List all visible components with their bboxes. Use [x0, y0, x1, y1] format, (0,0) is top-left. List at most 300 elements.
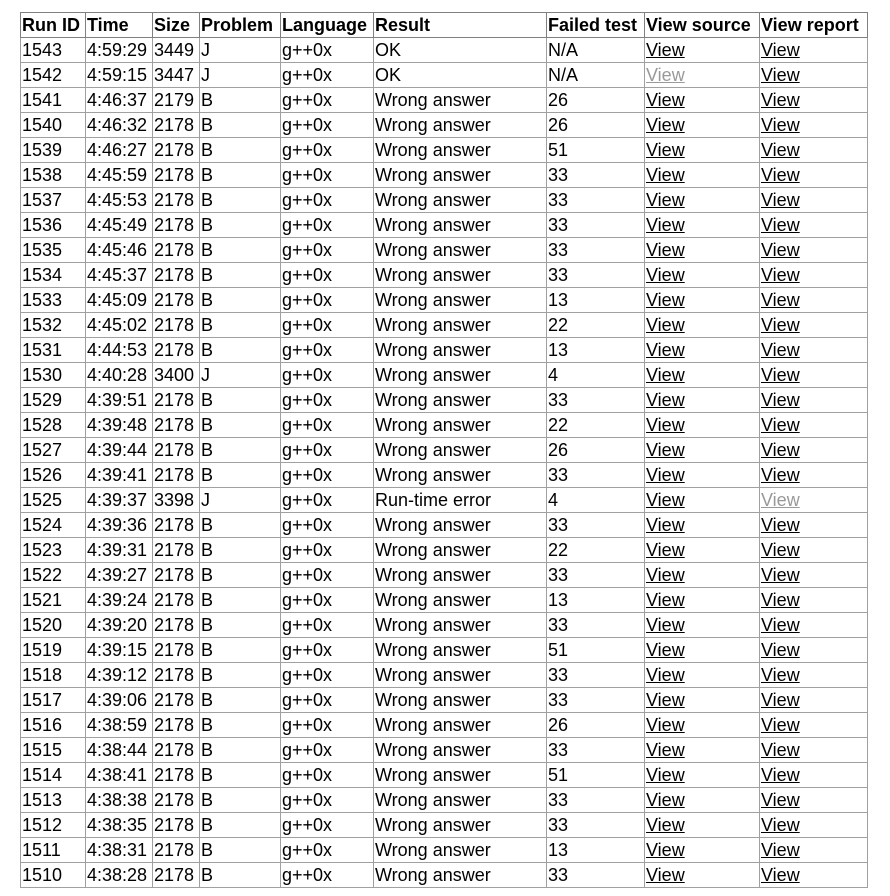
view-source-cell	[645, 513, 760, 538]
view-report-link[interactable]: View	[761, 690, 800, 710]
problem-cell: B	[200, 788, 281, 813]
problem-cell: B	[200, 88, 281, 113]
result-cell: Wrong answer	[374, 363, 547, 388]
failed-test-cell: 22	[547, 313, 645, 338]
run-id-cell: 1529	[21, 388, 86, 413]
view-report-cell	[760, 88, 868, 113]
size-cell: 3398	[153, 488, 200, 513]
view-source-link[interactable]: View	[646, 140, 685, 160]
view-report-link[interactable]: View	[761, 390, 800, 410]
problem-cell: B	[200, 188, 281, 213]
run-id-cell: 1519	[21, 638, 86, 663]
view-report-cell	[760, 338, 868, 363]
size-cell: 2178	[153, 463, 200, 488]
view-report-cell	[760, 738, 868, 763]
view-source-link[interactable]: View	[646, 290, 685, 310]
language-cell: g++0x	[281, 713, 374, 738]
time-cell: 4:39:12	[86, 663, 153, 688]
view-report-link[interactable]: View	[761, 340, 800, 360]
run-id-cell: 1532	[21, 313, 86, 338]
view-report-link[interactable]: View	[761, 865, 800, 885]
language-cell: g++0x	[281, 263, 374, 288]
table-row	[21, 763, 868, 788]
time-cell: 4:45:49	[86, 213, 153, 238]
size-cell: 2178	[153, 563, 200, 588]
result-cell: Wrong answer	[374, 463, 547, 488]
time-cell: 4:45:46	[86, 238, 153, 263]
view-report-cell	[760, 788, 868, 813]
view-report-cell	[760, 138, 868, 163]
runs-body	[21, 38, 868, 888]
view-source-cell	[645, 363, 760, 388]
view-source-link[interactable]: View	[646, 265, 685, 285]
failed-test-cell: 33	[547, 213, 645, 238]
language-cell: g++0x	[281, 513, 374, 538]
table-row	[21, 413, 868, 438]
view-report-cell	[760, 263, 868, 288]
view-source-link[interactable]: View	[646, 390, 685, 410]
size-cell: 2178	[153, 513, 200, 538]
view-report-link[interactable]: View	[761, 40, 800, 60]
view-source-link[interactable]: View	[646, 840, 685, 860]
failed-test-cell: 33	[547, 188, 645, 213]
table-row	[21, 63, 868, 88]
language-cell: g++0x	[281, 813, 374, 838]
problem-cell: B	[200, 663, 281, 688]
run-id-cell: 1533	[21, 288, 86, 313]
time-cell: 4:39:20	[86, 613, 153, 638]
time-cell: 4:39:06	[86, 688, 153, 713]
result-cell: Wrong answer	[374, 738, 547, 763]
failed-test-cell: 13	[547, 288, 645, 313]
time-cell: 4:39:51	[86, 388, 153, 413]
failed-test-cell: 51	[547, 763, 645, 788]
view-report-link[interactable]: View	[761, 790, 800, 810]
size-cell: 2178	[153, 438, 200, 463]
failed-test-cell: 33	[547, 688, 645, 713]
language-cell: g++0x	[281, 188, 374, 213]
problem-cell: B	[200, 313, 281, 338]
view-source-link[interactable]: View	[646, 65, 685, 85]
table-row	[21, 388, 868, 413]
table-row	[21, 813, 868, 838]
view-report-link[interactable]: View	[761, 515, 800, 535]
view-report-link[interactable]: View	[761, 715, 800, 735]
failed-test-cell: 4	[547, 363, 645, 388]
table-row	[21, 338, 868, 363]
view-report-link[interactable]: View	[761, 140, 800, 160]
table-row	[21, 288, 868, 313]
result-cell: Wrong answer	[374, 113, 547, 138]
language-cell: g++0x	[281, 563, 374, 588]
view-source-link[interactable]: View	[646, 515, 685, 535]
result-cell: OK	[374, 63, 547, 88]
failed-test-cell: 33	[547, 163, 645, 188]
language-cell: g++0x	[281, 738, 374, 763]
size-cell: 3400	[153, 363, 200, 388]
run-id-cell: 1515	[21, 738, 86, 763]
size-cell: 2178	[153, 863, 200, 888]
view-source-cell	[645, 63, 760, 88]
language-cell: g++0x	[281, 163, 374, 188]
header-problem: Problem	[200, 13, 281, 38]
view-report-link[interactable]: View	[761, 240, 800, 260]
failed-test-cell: 33	[547, 563, 645, 588]
failed-test-cell: 33	[547, 263, 645, 288]
problem-cell: B	[200, 713, 281, 738]
result-cell: Wrong answer	[374, 813, 547, 838]
result-cell: Wrong answer	[374, 838, 547, 863]
language-cell: g++0x	[281, 88, 374, 113]
time-cell: 4:59:15	[86, 63, 153, 88]
table-row	[21, 688, 868, 713]
failed-test-cell: 33	[547, 238, 645, 263]
view-source-link[interactable]: View	[646, 690, 685, 710]
view-source-cell	[645, 88, 760, 113]
result-cell: Wrong answer	[374, 88, 547, 113]
table-row	[21, 613, 868, 638]
table-row	[21, 563, 868, 588]
size-cell: 2178	[153, 188, 200, 213]
language-cell: g++0x	[281, 363, 374, 388]
view-report-cell	[760, 213, 868, 238]
view-report-link[interactable]: View	[761, 315, 800, 335]
run-id-cell: 1524	[21, 513, 86, 538]
view-report-cell	[760, 363, 868, 388]
problem-cell: B	[200, 638, 281, 663]
language-cell: g++0x	[281, 213, 374, 238]
time-cell: 4:40:28	[86, 363, 153, 388]
size-cell: 2178	[153, 738, 200, 763]
view-report-cell	[760, 663, 868, 688]
language-cell: g++0x	[281, 338, 374, 363]
size-cell: 2178	[153, 663, 200, 688]
problem-cell: B	[200, 238, 281, 263]
table-row	[21, 488, 868, 513]
view-report-link[interactable]: View	[761, 415, 800, 435]
run-id-cell: 1525	[21, 488, 86, 513]
view-report-link[interactable]: View	[761, 490, 800, 510]
problem-cell: B	[200, 613, 281, 638]
header-language: Language	[281, 13, 374, 38]
problem-cell: J	[200, 38, 281, 63]
failed-test-cell: N/A	[547, 38, 645, 63]
view-source-cell	[645, 463, 760, 488]
view-report-cell	[760, 288, 868, 313]
language-cell: g++0x	[281, 388, 374, 413]
time-cell: 4:46:32	[86, 113, 153, 138]
table-row	[21, 538, 868, 563]
view-report-cell	[760, 613, 868, 638]
run-id-cell: 1526	[21, 463, 86, 488]
view-source-cell	[645, 263, 760, 288]
view-source-link[interactable]: View	[646, 715, 685, 735]
size-cell: 2178	[153, 338, 200, 363]
table-row	[21, 463, 868, 488]
view-report-link[interactable]: View	[761, 190, 800, 210]
problem-cell: B	[200, 263, 281, 288]
problem-cell: B	[200, 588, 281, 613]
language-cell: g++0x	[281, 638, 374, 663]
view-report-cell	[760, 563, 868, 588]
view-source-link[interactable]: View	[646, 315, 685, 335]
problem-cell: B	[200, 863, 281, 888]
time-cell: 4:39:41	[86, 463, 153, 488]
size-cell: 2178	[153, 263, 200, 288]
language-cell: g++0x	[281, 313, 374, 338]
run-id-cell: 1523	[21, 538, 86, 563]
size-cell: 2178	[153, 288, 200, 313]
problem-cell: J	[200, 488, 281, 513]
size-cell: 2178	[153, 238, 200, 263]
view-report-link[interactable]: View	[761, 365, 800, 385]
view-report-cell	[760, 113, 868, 138]
result-cell: OK	[374, 38, 547, 63]
view-source-link[interactable]: View	[646, 340, 685, 360]
view-source-link[interactable]: View	[646, 815, 685, 835]
view-report-link[interactable]: View	[761, 815, 800, 835]
view-report-link[interactable]: View	[761, 640, 800, 660]
view-source-link[interactable]: View	[646, 540, 685, 560]
view-source-link[interactable]: View	[646, 665, 685, 685]
result-cell: Wrong answer	[374, 263, 547, 288]
result-cell: Wrong answer	[374, 863, 547, 888]
language-cell: g++0x	[281, 488, 374, 513]
view-report-cell	[760, 713, 868, 738]
header-time: Time	[86, 13, 153, 38]
view-source-link[interactable]: View	[646, 115, 685, 135]
run-id-cell: 1531	[21, 338, 86, 363]
view-report-link[interactable]: View	[761, 740, 800, 760]
run-id-cell: 1528	[21, 413, 86, 438]
view-source-cell	[645, 338, 760, 363]
view-report-link[interactable]: View	[761, 590, 800, 610]
time-cell: 4:38:59	[86, 713, 153, 738]
result-cell: Wrong answer	[374, 163, 547, 188]
view-source-cell	[645, 238, 760, 263]
problem-cell: B	[200, 338, 281, 363]
failed-test-cell: 33	[547, 513, 645, 538]
time-cell: 4:39:15	[86, 638, 153, 663]
view-report-link[interactable]: View	[761, 165, 800, 185]
result-cell: Wrong answer	[374, 563, 547, 588]
run-id-cell: 1518	[21, 663, 86, 688]
result-cell: Wrong answer	[374, 513, 547, 538]
failed-test-cell: 33	[547, 788, 645, 813]
language-cell: g++0x	[281, 38, 374, 63]
header-run-id: Run ID	[21, 13, 86, 38]
view-source-link[interactable]: View	[646, 215, 685, 235]
view-source-link[interactable]: View	[646, 490, 685, 510]
view-report-link[interactable]: View	[761, 840, 800, 860]
language-cell: g++0x	[281, 438, 374, 463]
view-report-link[interactable]: View	[761, 90, 800, 110]
view-report-link[interactable]: View	[761, 465, 800, 485]
view-source-link[interactable]: View	[646, 790, 685, 810]
time-cell: 4:39:24	[86, 588, 153, 613]
time-cell: 4:46:37	[86, 88, 153, 113]
view-report-link[interactable]: View	[761, 265, 800, 285]
table-row	[21, 638, 868, 663]
size-cell: 3449	[153, 38, 200, 63]
language-cell: g++0x	[281, 113, 374, 138]
view-source-link[interactable]: View	[646, 765, 685, 785]
time-cell: 4:39:44	[86, 438, 153, 463]
table-row	[21, 788, 868, 813]
view-report-link[interactable]: View	[761, 115, 800, 135]
run-id-cell: 1538	[21, 163, 86, 188]
table-row	[21, 363, 868, 388]
result-cell: Wrong answer	[374, 763, 547, 788]
view-source-link[interactable]: View	[646, 365, 685, 385]
view-source-cell	[645, 738, 760, 763]
failed-test-cell: 13	[547, 338, 645, 363]
view-report-cell	[760, 538, 868, 563]
view-report-link[interactable]: View	[761, 215, 800, 235]
time-cell: 4:38:35	[86, 813, 153, 838]
problem-cell: B	[200, 563, 281, 588]
language-cell: g++0x	[281, 763, 374, 788]
table-row	[21, 263, 868, 288]
view-source-cell	[645, 288, 760, 313]
problem-cell: J	[200, 363, 281, 388]
header-view-report: View report	[760, 13, 868, 38]
view-source-link[interactable]: View	[646, 465, 685, 485]
view-source-link[interactable]: View	[646, 190, 685, 210]
failed-test-cell: 33	[547, 863, 645, 888]
failed-test-cell: 4	[547, 488, 645, 513]
view-report-link[interactable]: View	[761, 540, 800, 560]
run-id-cell: 1527	[21, 438, 86, 463]
view-source-cell	[645, 713, 760, 738]
failed-test-cell: 13	[547, 588, 645, 613]
size-cell: 2178	[153, 138, 200, 163]
run-id-cell: 1542	[21, 63, 86, 88]
view-source-link[interactable]: View	[646, 415, 685, 435]
view-source-link[interactable]: View	[646, 165, 685, 185]
view-source-link[interactable]: View	[646, 640, 685, 660]
problem-cell: B	[200, 513, 281, 538]
view-source-link[interactable]: View	[646, 615, 685, 635]
size-cell: 2178	[153, 638, 200, 663]
time-cell: 4:45:37	[86, 263, 153, 288]
view-source-cell	[645, 838, 760, 863]
failed-test-cell: 33	[547, 463, 645, 488]
time-cell: 4:45:53	[86, 188, 153, 213]
result-cell: Wrong answer	[374, 413, 547, 438]
view-report-cell	[760, 388, 868, 413]
view-source-cell	[645, 313, 760, 338]
size-cell: 2178	[153, 163, 200, 188]
problem-cell: B	[200, 163, 281, 188]
view-report-link[interactable]: View	[761, 765, 800, 785]
header-view-source: View source	[645, 13, 760, 38]
view-report-link[interactable]: View	[761, 440, 800, 460]
view-source-link[interactable]: View	[646, 865, 685, 885]
time-cell: 4:38:41	[86, 763, 153, 788]
view-source-link[interactable]: View	[646, 90, 685, 110]
language-cell: g++0x	[281, 663, 374, 688]
view-report-link[interactable]: View	[761, 615, 800, 635]
table-row	[21, 38, 868, 63]
language-cell: g++0x	[281, 288, 374, 313]
table-row	[21, 438, 868, 463]
view-source-link[interactable]: View	[646, 440, 685, 460]
run-id-cell: 1536	[21, 213, 86, 238]
time-cell: 4:39:37	[86, 488, 153, 513]
view-source-link[interactable]: View	[646, 565, 685, 585]
view-source-cell	[645, 438, 760, 463]
problem-cell: B	[200, 413, 281, 438]
language-cell: g++0x	[281, 838, 374, 863]
runs-table	[20, 12, 868, 888]
time-cell: 4:45:09	[86, 288, 153, 313]
problem-cell: B	[200, 538, 281, 563]
table-row	[21, 588, 868, 613]
header-size: Size	[153, 13, 200, 38]
view-report-link[interactable]: View	[761, 290, 800, 310]
view-report-link[interactable]: View	[761, 565, 800, 585]
run-id-cell: 1541	[21, 88, 86, 113]
size-cell: 2178	[153, 313, 200, 338]
table-row	[21, 113, 868, 138]
problem-cell: B	[200, 688, 281, 713]
result-cell: Wrong answer	[374, 388, 547, 413]
result-cell: Wrong answer	[374, 588, 547, 613]
time-cell: 4:39:48	[86, 413, 153, 438]
view-source-link[interactable]: View	[646, 740, 685, 760]
failed-test-cell: 51	[547, 138, 645, 163]
view-report-cell	[760, 63, 868, 88]
view-source-cell	[645, 613, 760, 638]
view-source-cell	[645, 588, 760, 613]
size-cell: 2178	[153, 813, 200, 838]
view-report-cell	[760, 513, 868, 538]
view-source-cell	[645, 188, 760, 213]
failed-test-cell: 13	[547, 838, 645, 863]
size-cell: 2178	[153, 763, 200, 788]
view-source-cell	[645, 763, 760, 788]
view-source-link[interactable]: View	[646, 40, 685, 60]
failed-test-cell: 26	[547, 713, 645, 738]
view-source-cell	[645, 638, 760, 663]
result-cell: Wrong answer	[374, 713, 547, 738]
run-id-cell: 1517	[21, 688, 86, 713]
view-report-cell	[760, 688, 868, 713]
time-cell: 4:39:31	[86, 538, 153, 563]
run-id-cell: 1543	[21, 38, 86, 63]
view-report-link[interactable]: View	[761, 65, 800, 85]
view-source-cell	[645, 663, 760, 688]
run-id-cell: 1534	[21, 263, 86, 288]
table-row	[21, 663, 868, 688]
view-source-cell	[645, 138, 760, 163]
view-source-cell	[645, 788, 760, 813]
view-source-link[interactable]: View	[646, 590, 685, 610]
language-cell: g++0x	[281, 588, 374, 613]
run-id-cell: 1535	[21, 238, 86, 263]
view-source-cell	[645, 388, 760, 413]
view-source-link[interactable]: View	[646, 240, 685, 260]
size-cell: 2178	[153, 413, 200, 438]
result-cell: Wrong answer	[374, 788, 547, 813]
view-source-cell	[645, 813, 760, 838]
run-id-cell: 1540	[21, 113, 86, 138]
size-cell: 2179	[153, 88, 200, 113]
view-report-cell	[760, 188, 868, 213]
failed-test-cell: 22	[547, 538, 645, 563]
view-report-link[interactable]: View	[761, 665, 800, 685]
